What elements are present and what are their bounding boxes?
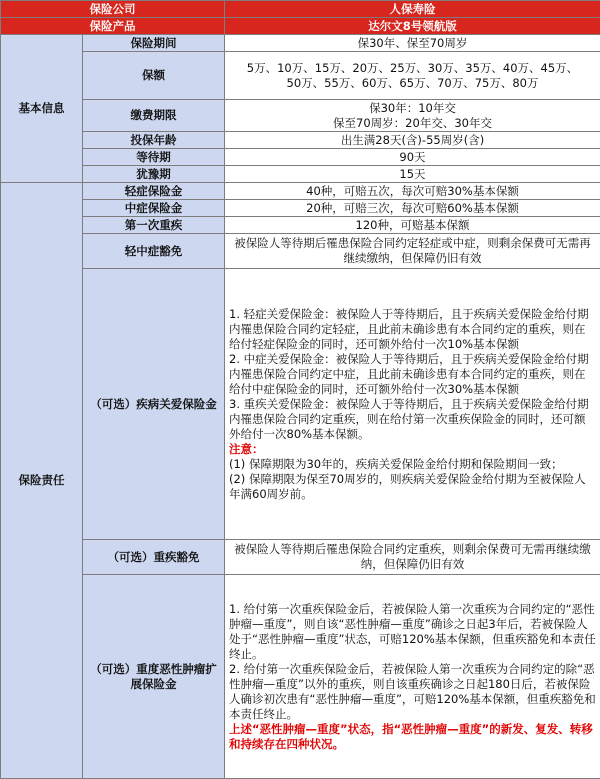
period-value: 保30年、保至70周岁 xyxy=(225,35,600,52)
waiver-row xyxy=(1,234,600,269)
period-row xyxy=(1,35,600,52)
amount-value xyxy=(225,52,600,100)
age-value: 出生满28天(含)-55周岁(含) xyxy=(225,132,600,149)
tumor-value xyxy=(225,575,600,779)
tumor-paragraph-2: 2. 给付第一次重疾保险金后，若被保险人第一次重疾为合同约定的除“恶性肿瘤—重度”以外的重疾，则自该重疾确诊之日起180日后，若被保险人确诊初次患有“恶性肿瘤—重度”，可赔120%基本保额，但重疾豁免和本责任终止。 xyxy=(229,661,596,721)
care-note-1: (1) 保障期限为30年的，疾病关爱保险金给付期和保险期间一致； xyxy=(229,456,563,471)
mild-label: 轻症保险金 xyxy=(83,183,225,200)
period-label: 保险期间 xyxy=(83,35,225,52)
wait-value: 90天 xyxy=(225,149,600,166)
pay-row xyxy=(1,100,600,132)
product-label: 保险产品 xyxy=(1,18,225,35)
amount-row xyxy=(1,52,600,100)
care-note-title: 注意： xyxy=(229,441,264,456)
critical-waiver-label: （可选）重疾豁免 xyxy=(83,540,225,575)
waiver-value: 被保险人等待期后罹患保险合同约定轻症或中症，则剩余保费可无需再继续缴纳，但保障仍旧有效 xyxy=(225,234,600,269)
company-label: 保险公司 xyxy=(1,1,225,18)
tumor-note: 上述“恶性肿瘤—重度”状态，指“恶性肿瘤—重度”的新发、复发、转移和持续存在四种状况。 xyxy=(229,721,593,751)
medium-value: 20种，可赔三次，每次可赔60%基本保额 xyxy=(225,200,600,217)
company-value: 人保寿险 xyxy=(225,1,600,18)
care-label: （可选）疾病关爱保险金 xyxy=(83,269,225,540)
wait-label: 等待期 xyxy=(83,149,225,166)
pay-line-1: 保30年：10年交 xyxy=(369,100,456,115)
product-row xyxy=(1,18,600,35)
pay-value xyxy=(225,100,600,132)
care-paragraph-1: 1. 轻症关爱保险金：被保险人于等待期后，且于疾病关爱保险金给付期内罹患保险合同约定轻症，且此前未确诊患有本合同约定的重疾，则在给付轻症保险金的同时，还可额外给付一次10%基本保额 xyxy=(229,306,589,351)
tumor-paragraph-1: 1. 给付第一次重疾保险金后，若被保险人第一次重疾为合同约定的“恶性肿瘤—重度”，则自该“恶性肿瘤—重度”确诊之日起3年后，若被保险人处于“恶性肿瘤—重度”状态，可赔120%基本保额，但重疾豁免和本责任终止。 xyxy=(229,601,596,661)
care-row xyxy=(1,269,600,540)
product-value: 达尔文8号领航版 xyxy=(225,18,600,35)
critical-waiver-row xyxy=(1,540,600,575)
care-value xyxy=(225,269,600,540)
first-critical-label: 第一次重疾 xyxy=(83,217,225,234)
wait-row xyxy=(1,149,600,166)
critical-waiver-value: 被保险人等待期后罹患保险合同约定重疾，则剩余保费可无需再继续缴纳，但保障仍旧有效 xyxy=(225,540,600,575)
medium-row xyxy=(1,200,600,217)
first-critical-value: 120种，可赔基本保额 xyxy=(225,217,600,234)
amount-line-1: 5万、10万、15万、20万、25万、30万、35万、40万、45万、 xyxy=(246,60,579,75)
first-critical-row xyxy=(1,217,600,234)
age-label: 投保年龄 xyxy=(83,132,225,149)
company-row xyxy=(1,1,600,18)
amount-label: 保额 xyxy=(83,52,225,100)
basic-info-section: 基本信息 xyxy=(1,35,83,183)
grace-label: 犹豫期 xyxy=(83,166,225,183)
liability-section: 保险责任 xyxy=(1,183,83,779)
waiver-label: 轻中症豁免 xyxy=(83,234,225,269)
care-paragraph-2: 2. 中症关爱保险金：被保险人于等待期后，且于疾病关爱保险金给付期内罹患保险合同约定中症，且此前未确诊患有本合同约定的重疾，则在给付中症保险金的同时，还可额外给付一次30%基本保额 xyxy=(229,351,589,396)
medium-label: 中症保险金 xyxy=(83,200,225,217)
mild-value: 40种，可赔五次，每次可赔30%基本保额 xyxy=(225,183,600,200)
care-note-2: (2) 保障期限为保至70周岁的，则疾病关爱保险金给付期为至被保险人年满60周岁前。 xyxy=(229,471,586,501)
age-row xyxy=(1,132,600,149)
tumor-label: （可选）重度恶性肿瘤扩展保险金 xyxy=(83,575,225,779)
mild-row xyxy=(1,183,600,200)
grace-row xyxy=(1,166,600,183)
pay-label: 缴费期限 xyxy=(83,100,225,132)
care-paragraph-3: 3. 重疾关爱保险金：被保险人于等待期后，且于疾病关爱保险金给付期内罹患保险合同约定重疾，则在给付第一次重疾保险金的同时，还可额外给付一次80%基本保额。 xyxy=(229,396,589,441)
amount-line-2: 50万、55万、60万、65万、70万、75万、80万 xyxy=(286,75,539,90)
tumor-row xyxy=(1,575,600,779)
grace-value: 15天 xyxy=(225,166,600,183)
pay-line-2: 保至70周岁：20年交、30年交 xyxy=(333,115,492,130)
